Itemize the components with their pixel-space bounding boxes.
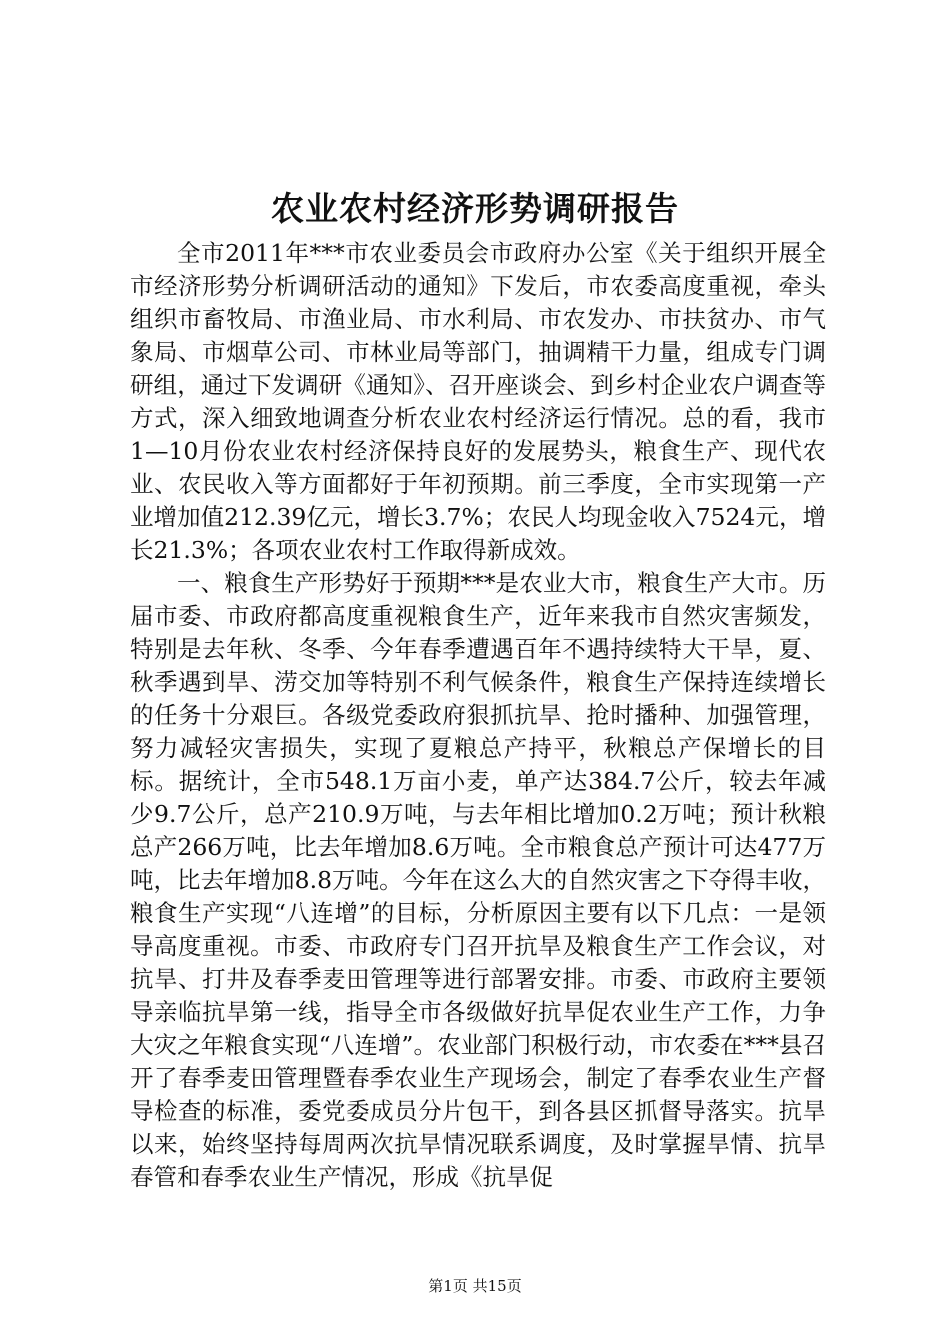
paragraph-intro: 全市2011年***市农业委员会市政府办公室《关于组织开展全市经济形势分析调研活动的通知》下发后，市农委高度重视，牵头组织市畜牧局、市渔业局、市水利局、市农发办、市扶贫办、市气象局、市烟草公司、市林业局等部门，抽调精干力量，组成专门调研组，通过下发调研《通知》、召开座谈会、到乡村企业农户调查等方式，深入细致地调查分析农业农村经济运行情况。总的看，我市1—10月份农业农村经济保持良好的发展势头，粮食生产、现代农业、农民收入等方面都好于年初预期。前三季度，全市实现第一产业增加值212.39亿元，增长3.7%；农民人均现金收入7524元，增长21.3%；各项农业农村工作取得新成效。 [130,239,826,564]
document-body [130,237,826,1194]
paragraph-grain-production: 一、粮食生产形势好于预期***是农业大市，粮食生产大市。历届市委、市政府都高度重视粮食生产，近年来我市自然灾害频发，特别是去年秋、冬季、今年春季遭遇百年不遇持续特大干旱，夏、秋季遇到旱、涝交加等特别不利气候条件，粮食生产保持连续增长的任务十分艰巨。各级党委政府狠抓抗旱、抢时播种、加强管理，努力减轻灾害损失，实现了夏粮总产持平，秋粮总产保增长的目标。据统计，全市548.1万亩小麦，单产达384.7公斤，较去年减少9.7公斤，总产210.9万吨，与去年相比增加0.2万吨；预计秋粮总产266万吨，比去年增加8.6万吨。全市粮食总产预计可达477万吨，比去年增加8.8万吨。今年在这么大的自然灾害之下夺得丰收，粮食生产实现“八连增”的目标，分析原因主要有以下几点：一是领导高度重视。市委、市政府专门召开抗旱及粮食生产工作会议，对抗旱、打井及春季麦田管理等进行部署安排。市委、市政府主要领导亲临抗旱第一线，指导全市各级做好抗旱促农业生产工作，力争大灾之年粮食实现“八连增”。农业部门积极行动，市农委在***县召开了春季麦田管理暨春季农业生产现场会，制定了春季农业生产督导检查的标准，委党委成员分片包干，到各县区抓督导落实。抗旱以来，始终坚持每周两次抗旱情况联系调度，及时掌握旱情、抗旱春管和春季农业生产情况，形成《抗旱促 [130,569,826,1191]
document-title: 农业农村经济形势调研报告 [271,189,679,228]
page-footer: 第1页 共15页 [428,1277,522,1295]
